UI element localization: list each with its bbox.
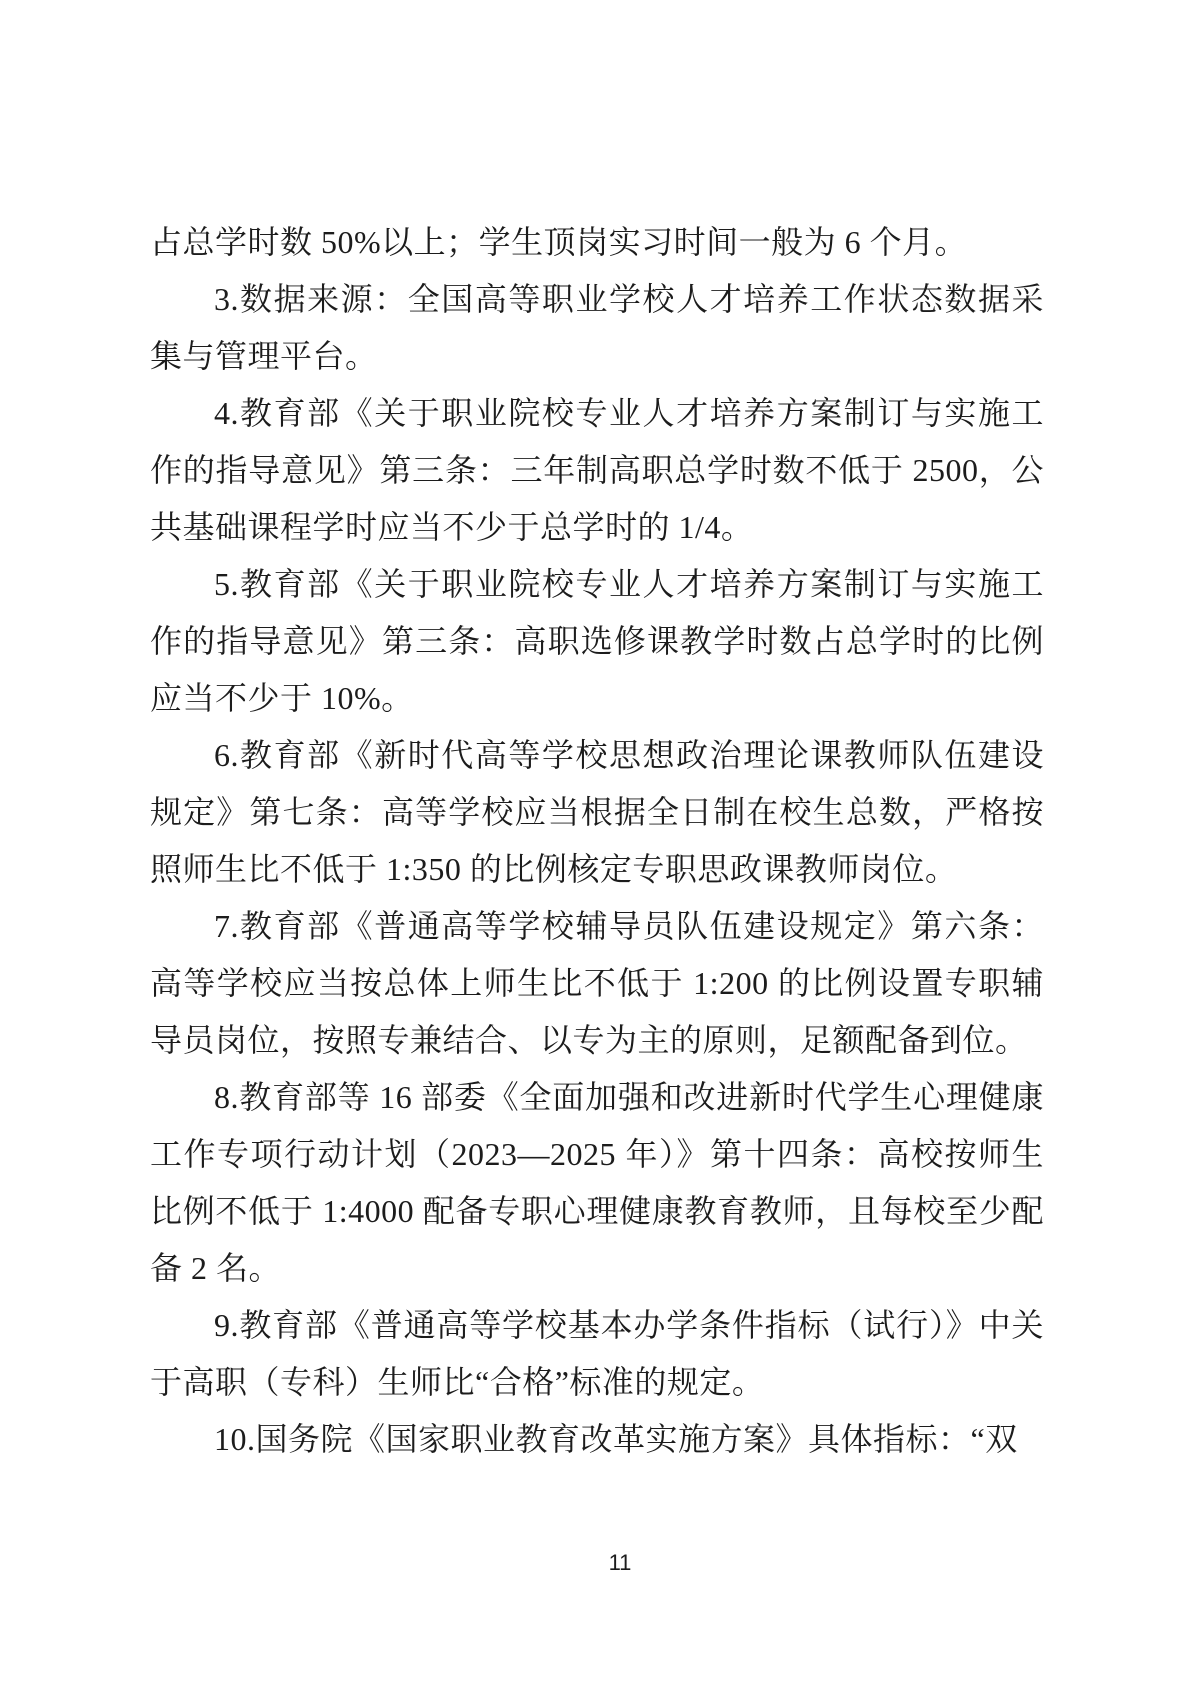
page-number: 11 <box>608 1550 632 1575</box>
paragraph: 9.教育部《普通高等学校基本办学条件指标（试行）》中关于高职（专科）生师比“合格”标准的规定。 <box>150 1307 1044 1400</box>
paragraph: 6.教育部《新时代高等学校思想政治理论课教师队伍建设规定》第七条：高等学校应当根据全日制在校生总数，严格按照师生比不低于 1:350 的比例核定专职思政课教师岗位。 <box>150 737 1044 887</box>
paragraph: 10.国务院《国家职业教育改革实施方案》具体指标：“双 <box>214 1421 1018 1457</box>
paragraph: 5.教育部《关于职业院校专业人才培养方案制订与实施工作的指导意见》第三条：高职选修课教学时数占总学时的比例应当不少于 10%。 <box>150 566 1044 716</box>
paragraph: 3.数据来源：全国高等职业学校人才培养工作状态数据采集与管理平台。 <box>150 281 1044 374</box>
paragraph: 7.教育部《普通高等学校辅导员队伍建设规定》第六条：高等学校应当按总体上师生比不低于 1:200 的比例设置专职辅导员岗位，按照专兼结合、以专为主的原则，足额配备到位。 <box>150 908 1044 1058</box>
paragraph: 占总学时数 50%以上；学生顶岗实习时间一般为 6 个月。 <box>150 224 968 260</box>
document-body <box>150 214 1044 1468</box>
paragraph: 4.教育部《关于职业院校专业人才培养方案制订与实施工作的指导意见》第三条：三年制高职总学时数不低于 2500，公共基础课程学时应当不少于总学时的 1/4。 <box>150 395 1044 545</box>
paragraph: 8.教育部等 16 部委《全面加强和改进新时代学生心理健康工作专项行动计划（2023—2025 年）》第十四条：高校按师生比例不低于 1:4000 配备专职心理健康教育教师，且每校至少配备 2 名。 <box>150 1079 1044 1286</box>
